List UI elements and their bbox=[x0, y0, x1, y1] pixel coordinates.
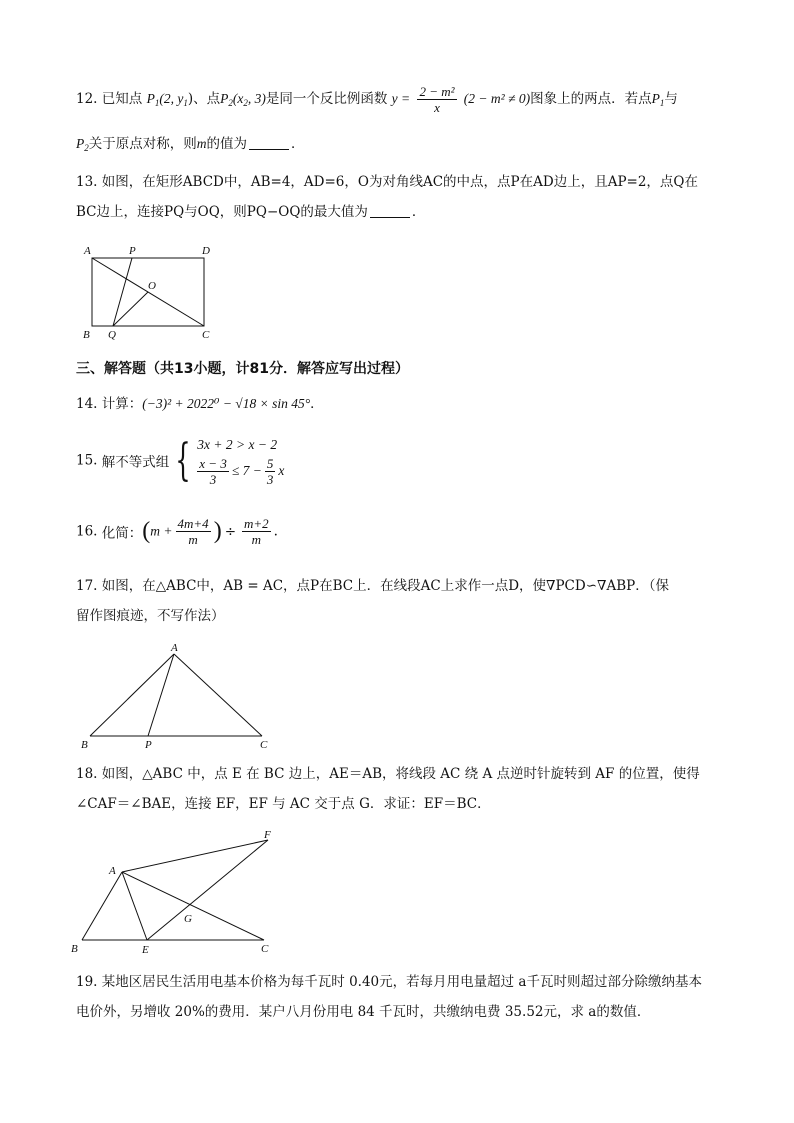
question-12-line-2 bbox=[76, 134, 726, 158]
question-13-line-1 bbox=[76, 172, 726, 192]
question-13-line-2 bbox=[76, 202, 726, 222]
text: 已知点 bbox=[101, 91, 143, 107]
math-condition: (2 − m² ≠ 0) bbox=[463, 91, 531, 106]
question-12-line-1 bbox=[76, 84, 726, 115]
fraction-denominator: 3 bbox=[209, 472, 217, 487]
math-coord: (x bbox=[232, 91, 244, 106]
text: 留作图痕迹，不写作法） bbox=[76, 608, 225, 624]
label-E: E bbox=[142, 944, 149, 956]
math-var: x bbox=[278, 463, 285, 478]
segment-PQ bbox=[113, 258, 132, 326]
question-number: 13. bbox=[76, 174, 98, 190]
fraction-denominator: 3 bbox=[266, 472, 274, 487]
label-G: G bbox=[184, 913, 192, 925]
text: 如图，在△ABC中，AB = AC，点P在BC上．在线段AC上求作一点D，使∇PCD∽∇ABP．（保 bbox=[101, 578, 669, 594]
fraction-numerator: x − 3 bbox=[199, 456, 227, 471]
label-C: C bbox=[261, 943, 269, 955]
text: )、点 bbox=[187, 91, 221, 107]
math-text: ≤ 7 − bbox=[231, 463, 262, 478]
paren: ) bbox=[213, 518, 222, 544]
fraction-numerator: 4m+4 bbox=[177, 516, 209, 531]
triangle-figure-18 bbox=[70, 826, 280, 956]
question-19-line-1 bbox=[76, 972, 726, 992]
rectangle-figure bbox=[80, 242, 220, 342]
text: BC边上，连接PQ与OQ，则PQ−OQ的最大值为 bbox=[76, 204, 368, 220]
question-16 bbox=[76, 516, 726, 547]
segment-AF bbox=[122, 840, 268, 872]
label-B: B bbox=[81, 739, 88, 751]
text: ． bbox=[411, 204, 426, 220]
text: 图象上的两点．若点 bbox=[530, 91, 652, 107]
math-lhs: y = bbox=[391, 91, 411, 106]
inequality-2 bbox=[197, 456, 284, 487]
text: 是同一个反比例函数 bbox=[265, 91, 388, 107]
fraction bbox=[265, 456, 276, 487]
subscript: 1 bbox=[183, 98, 188, 108]
label-D: D bbox=[202, 245, 210, 257]
math-expression: (−3)² + 2022⁰ − √18 × sin 45° bbox=[142, 396, 311, 411]
text: 关于原点对称，则 bbox=[88, 136, 197, 152]
label-A: A bbox=[84, 245, 91, 257]
label-A: A bbox=[171, 642, 178, 654]
math-text: m + bbox=[150, 523, 173, 539]
fraction-numerator: 5 bbox=[266, 456, 274, 471]
text: 的值为 bbox=[206, 136, 247, 152]
fraction bbox=[417, 84, 456, 115]
question-number: 17. bbox=[76, 578, 98, 594]
answer-blank[interactable] bbox=[249, 135, 289, 150]
paren: ( bbox=[142, 518, 151, 544]
section-title: 三、解答题（共13小题，计81分．解答应写出过程） bbox=[76, 361, 409, 377]
subscript: 2 bbox=[243, 98, 248, 108]
fraction bbox=[197, 456, 229, 487]
label-B: B bbox=[71, 943, 78, 955]
label-C: C bbox=[260, 739, 268, 751]
inequality-1: 3x + 2 > x − 2 bbox=[197, 437, 278, 452]
text: 如图，在矩形ABCD中，AB=4，AD=6，O为对角线AC的中点，点P在AD边上，且AP=2，点Q在 bbox=[101, 174, 699, 190]
question-15 bbox=[76, 434, 726, 487]
question-number: 18. bbox=[76, 766, 98, 782]
fraction-denominator: x bbox=[434, 100, 440, 115]
question-number: 15. bbox=[76, 452, 98, 469]
label-O: O bbox=[148, 280, 156, 292]
math-var: P bbox=[651, 91, 660, 106]
triangle-figure-17 bbox=[78, 640, 278, 755]
question-14 bbox=[76, 394, 726, 414]
question-number: 16. bbox=[76, 523, 98, 540]
question-18-line-1 bbox=[76, 764, 726, 784]
subscript: 2 bbox=[84, 143, 89, 153]
text: 化简： bbox=[101, 525, 143, 542]
label-Q: Q bbox=[108, 329, 116, 341]
text: . bbox=[273, 523, 278, 540]
segment-AC bbox=[174, 654, 262, 736]
fraction bbox=[176, 516, 211, 547]
fraction-numerator: m+2 bbox=[244, 516, 269, 531]
fraction-denominator: m bbox=[251, 532, 262, 547]
text: 计算： bbox=[101, 396, 143, 412]
question-17-line-1 bbox=[76, 576, 726, 596]
math-var: P bbox=[220, 91, 229, 106]
math-operator: ÷ bbox=[224, 523, 236, 540]
label-A: A bbox=[109, 865, 116, 877]
fraction-denominator: m bbox=[188, 532, 198, 547]
subscript: 1 bbox=[659, 98, 665, 108]
question-number: 14. bbox=[76, 396, 98, 412]
answer-blank[interactable] bbox=[370, 203, 410, 218]
text: ． bbox=[310, 396, 324, 412]
subscript: 2 bbox=[228, 98, 233, 108]
label-P: P bbox=[129, 245, 136, 257]
label-B: B bbox=[83, 329, 90, 341]
text: 与 bbox=[664, 91, 678, 107]
math-var: P bbox=[76, 136, 85, 151]
question-number: 19. bbox=[76, 974, 98, 990]
label-F: F bbox=[264, 829, 271, 841]
text: 电价外，另增收 20%的费用．某户八月份用电 84 千瓦时，共缴纳电费 35.52元，求 a的数值． bbox=[76, 1004, 651, 1020]
fraction bbox=[242, 516, 271, 547]
text: 如图，△ABC 中，点 E 在 BC 边上，AE＝AB，将线段 AC 绕 A 点逆时针旋转到 AF 的位置，使得 bbox=[101, 766, 700, 782]
brace-icon: { bbox=[175, 434, 191, 486]
question-17-line-2 bbox=[76, 606, 726, 626]
label-P: P bbox=[145, 739, 152, 751]
question-19-line-2 bbox=[76, 1002, 726, 1022]
label-C: C bbox=[202, 329, 210, 341]
text: ． bbox=[291, 136, 305, 152]
math-coord: (2, y bbox=[159, 91, 184, 106]
subscript: 1 bbox=[154, 98, 160, 108]
math-var: m bbox=[196, 136, 207, 151]
math-var: P bbox=[146, 91, 155, 106]
segment-AB bbox=[82, 872, 122, 940]
question-18-line-2 bbox=[76, 794, 726, 814]
text: ∠CAF＝∠BAE，连接 EF，EF 与 AC 交于点 G．求证：EF＝BC． bbox=[76, 796, 491, 812]
question-number: 12. bbox=[76, 91, 98, 107]
math-coord: , 3) bbox=[247, 91, 266, 106]
inequality-system bbox=[197, 434, 284, 487]
text: 某地区居民生活用电基本价格为每千瓦时 0.40元，若每月用电量超过 a千瓦时则超过部分除缴纳基本 bbox=[101, 974, 702, 990]
text: 解不等式组 bbox=[101, 454, 170, 471]
fraction-numerator: 2 − m² bbox=[419, 84, 455, 99]
segment-EF bbox=[147, 840, 268, 940]
